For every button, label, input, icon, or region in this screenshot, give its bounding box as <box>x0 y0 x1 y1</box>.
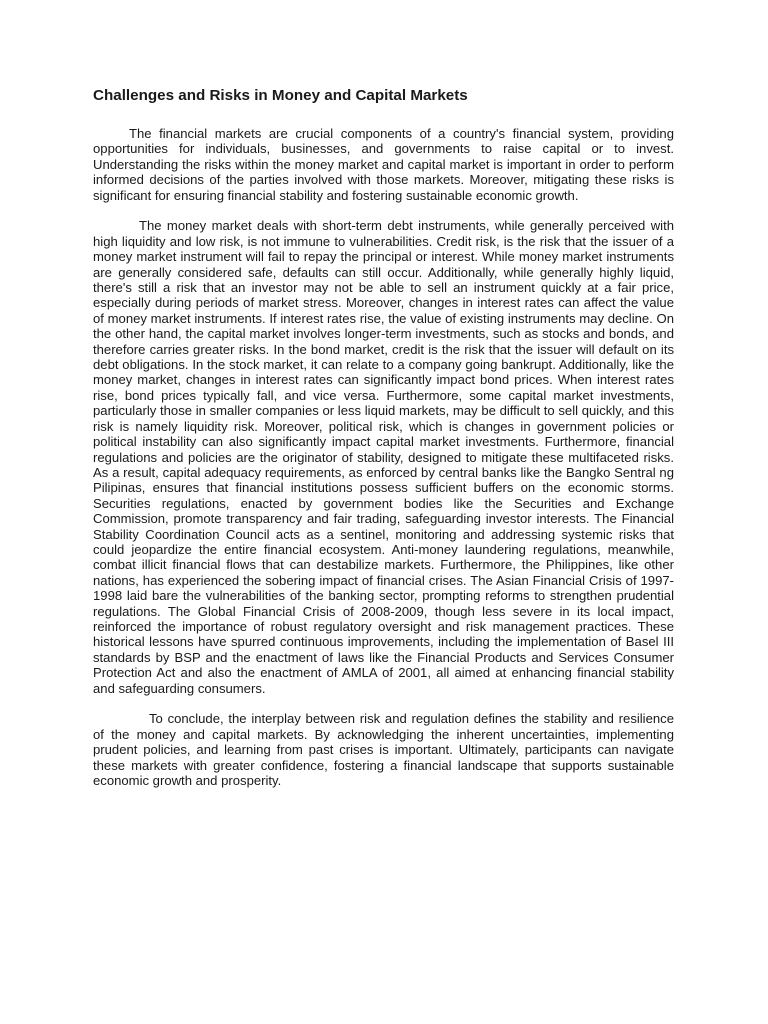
document-title: Challenges and Risks in Money and Capital Markets <box>93 87 468 104</box>
document-body <box>93 86 674 804</box>
paragraph-conclusion: To conclude, the interplay between risk and regulation defines the stability and resilience of the money and capital markets. By acknowledging the inherent uncertainties, implementing prudent policies, and learning from past crises is important. Ultimately, participants can navigate these markets with greater confidence, fostering a financial landscape that supports sustainable economic growth and prosperity. <box>93 711 674 789</box>
paragraph-risks-and-regulation: The money market deals with short-term debt instruments, while generally perceived with high liquidity and low risk, is not immune to vulnerabilities. Credit risk, is the risk that the issuer of a money market instrument will fail to repay the principal or interest. While money market instruments are generally considered safe, defaults can still occur. Additionally, while generally highly liquid, there's still a risk that an investor may not be able to sell an instrument quickly at a fair price, especially during periods of market stress. Moreover, changes in interest rates can affect the value of money market instruments. If interest rates rise, the value of existing instruments may decline. On the other hand, the capital market involves longer-term investments, such as stocks and bonds, and therefore carries greater risks. In the bond market, credit is the risk that the issuer will default on its debt obligations. In the stock market, it can relate to a company going bankrupt. Additionally, like the money market, changes in interest rates can significantly impact bond prices. When interest rates rise, bond prices typically fall, and vice versa. Furthermore, some capital market investments, particularly those in smaller companies or less liquid markets, may be difficult to sell quickly, and this risk is namely liquidity risk. Moreover, political risk, which is changes in government policies or political instability can also significantly impact capital market investments. Furthermore, financial regulations and policies are the originator of stability, designed to mitigate these multifaceted risks. As a result, capital adequacy requirements, as enforced by central banks like the Bangko Sentral ng Pilipinas, ensures that financial institutions possess sufficient buffers on the economic storms. Securities regulations, enacted by government bodies like the Securities and Exchange Commission, promote transparency and fair trading, safeguarding investor interests. The Financial Stability Coordination Council acts as a sentinel, monitoring and addressing systemic risks that could jeopardize the entire financial ecosystem. Anti-money laundering regulations, meanwhile, combat illicit financial flows that can destabilize markets. Furthermore, the Philippines, like other nations, has experienced the sobering impact of financial crises. The Asian Financial Crisis of 1997-1998 laid bare the vulnerabilities of the banking sector, prompting reforms to strengthen prudential regulations. The Global Financial Crisis of 2008-2009, though less severe in its local impact, reinforced the importance of robust regulatory oversight and risk management practices. These historical lessons have spurred continuous improvements, including the implementation of Basel III standards by BSP and the enactment of laws like the Financial Products and Services Consumer Protection Act and also the enactment of AMLA of 2001, all aimed at enhancing financial stability and safeguarding consumers. <box>93 218 674 696</box>
paragraph-introduction: The financial markets are crucial components of a country's financial system, providing opportunities for individuals, businesses, and governments to raise capital or to invest. Understanding the risks within the money market and capital market is important in order to perform informed decisions of the parties involved with those markets. Moreover, mitigating these risks is significant for ensuring financial stability and fostering sustainable economic growth. <box>93 126 674 203</box>
